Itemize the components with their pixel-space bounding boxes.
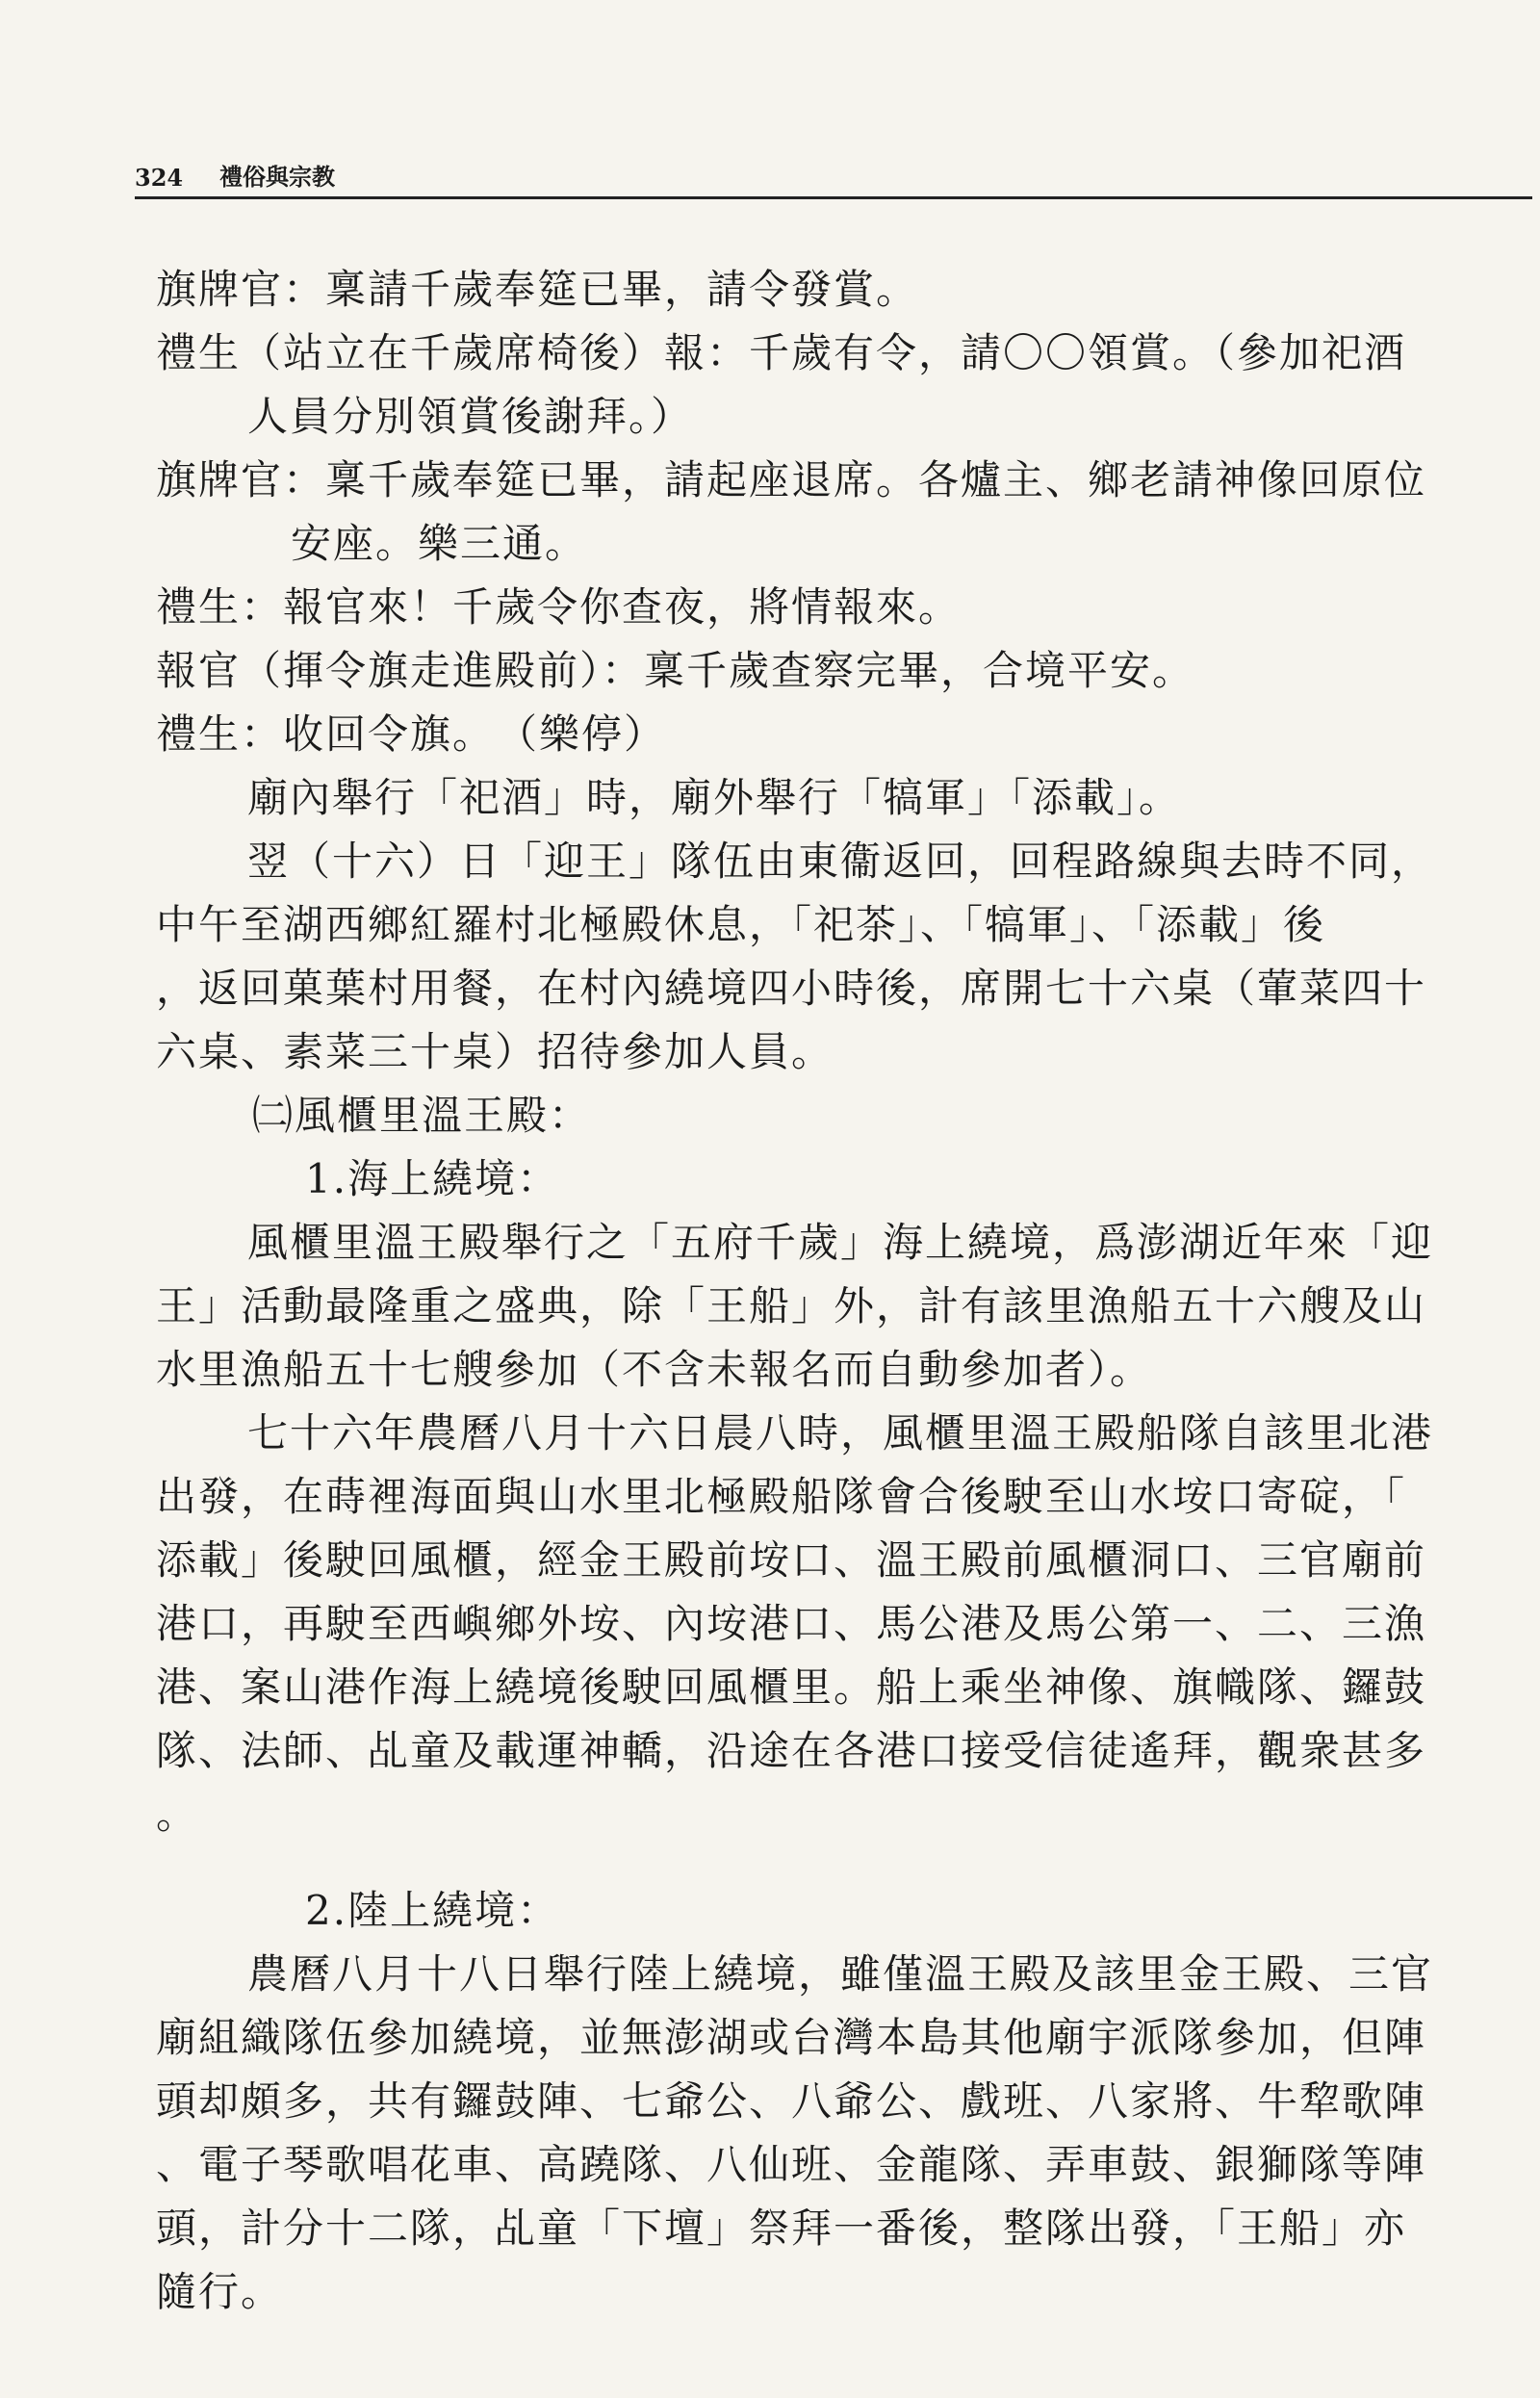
text-line: 禮生：收回令旗。 （樂停） [156, 710, 667, 758]
text-line: 中午至湖西鄉紅羅村北極殿休息，「祀茶」、「犒軍」、「添載」後 [156, 901, 1326, 948]
text-line: 報官（揮令旗走進殿前）：稟千歲查察完畢，合境平安。 [156, 647, 1195, 694]
text-line: 六桌、素菜三十桌）招待參加人員。 [156, 1028, 834, 1075]
page-number: 324 [135, 164, 184, 192]
text-line: 頭却頗多，共有鑼鼓陣、七爺公、八爺公、戲班、八家將、牛犂歌陣 [156, 2077, 1427, 2125]
text-line: 廟內舉行「祀酒」時，廟外舉行「犒軍」「添載」。 [247, 774, 1182, 821]
text-line: 頭，計分十二隊，乩童「下壇」祭拜一番後，整隊出發，「王船」亦 [156, 2205, 1407, 2252]
text-line: 廟組織隊伍參加繞境，並無澎湖或台灣本島其他廟宇派隊參加，但陣 [156, 2014, 1427, 2061]
text-line: 2.陸上繞境： [305, 1887, 560, 1934]
text-line: ，返回菓葉村用餐，在村內繞境四小時後，席開七十六桌（葷菜四十 [156, 965, 1427, 1012]
text-line: 旗牌官：稟請千歲奉筵已畢，請令發賞。 [156, 266, 919, 313]
text-line: 七十六年農曆八月十六日晨八時，風櫃里溫王殿船隊自該里北港 [247, 1409, 1434, 1457]
text-line: 港口，再駛至西嶼鄉外垵、內垵港口、馬公港及馬公第一、二、三漁 [156, 1600, 1427, 1647]
text-line: 旗牌官：稟千歲奉筵已畢，請起座退席。各爐主、鄉老請神像回原位 [156, 456, 1427, 503]
text-line: 禮生（站立在千歲席椅後）報：千歲有令，請〇〇領賞。（參加祀酒 [156, 329, 1407, 376]
text-line: 王」活動最隆重之盛典，除「王船」外，計有該里漁船五十六艘及山 [156, 1282, 1427, 1329]
text-line: 隨行。 [156, 2268, 284, 2315]
text-line: 禮生：報官來！千歲令你查夜，將情報來。 [156, 583, 962, 631]
text-line: 農曆八月十八日舉行陸上繞境，雖僅溫王殿及該里金王殿、三官 [247, 1950, 1434, 1998]
text-line: 安座。樂三通。 [291, 520, 588, 567]
page-header [135, 164, 1532, 199]
text-line: ㈡風櫃里溫王殿： [252, 1092, 592, 1139]
body-text [156, 258, 1523, 2324]
text-line: 水里漁船五十七艘參加（不含未報名而自動參加者）。 [156, 1346, 1153, 1393]
text-line: 港、案山港作海上繞境後駛回風櫃里。船上乘坐神像、旗幟隊、鑼鼓 [156, 1663, 1427, 1711]
text-line: 1.海上繞境： [305, 1155, 560, 1202]
paragraph-gap [156, 1846, 1523, 1879]
text-line: 風櫃里溫王殿舉行之「五府千歲」海上繞境，爲澎湖近年來「迎 [247, 1219, 1434, 1266]
text-line: 添載」後駛回風櫃，經金王殿前垵口、溫王殿前風櫃洞口、三官廟前 [156, 1536, 1427, 1584]
running-title: 禮俗與宗教 [219, 163, 335, 191]
text-line: 出發，在蒔裡海面與山水里北極殿船隊會合後駛至山水垵口寄碇，「 [156, 1473, 1407, 1520]
text-line: 隊、法師、乩童及載運神轎，沿途在各港口接受信徒遙拜，觀衆甚多 [156, 1727, 1427, 1774]
text-line: 。 [156, 1791, 199, 1838]
text-line: 人員分別領賞後謝拜。） [247, 393, 694, 440]
text-line: 、電子琴歌唱花車、高蹺隊、八仙班、金龍隊、弄車鼓、銀獅隊等陣 [156, 2141, 1427, 2188]
text-line: 翌（十六）日「迎王」隊伍由東衞返回，回程路線與去時不同， [247, 838, 1434, 885]
